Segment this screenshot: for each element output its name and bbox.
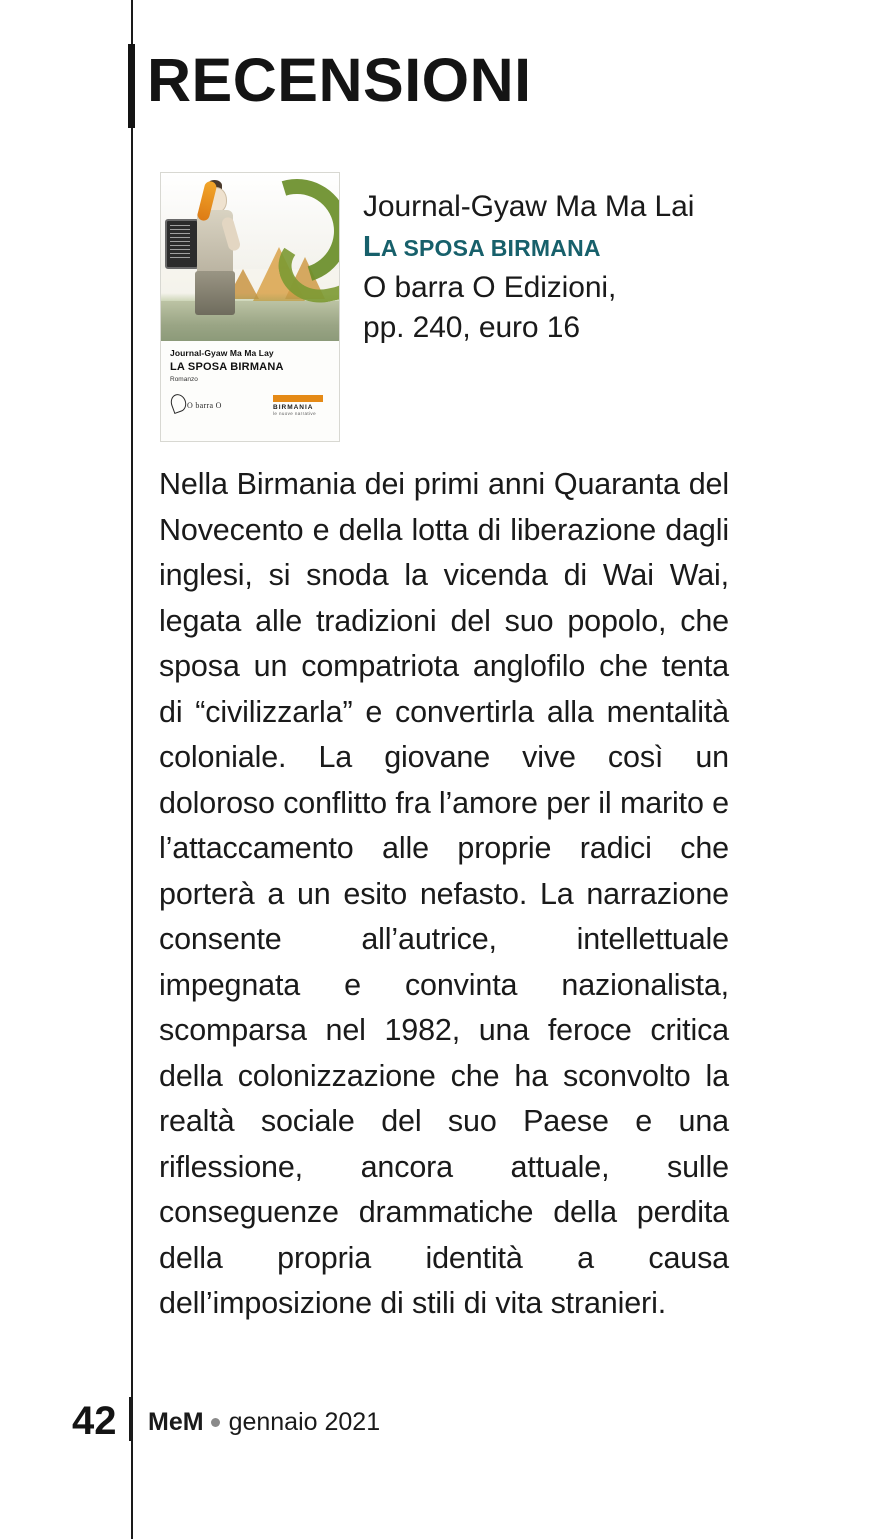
- woman-figure: [189, 187, 243, 315]
- cover-genre-text: Romanzo: [170, 376, 198, 383]
- book-title: [363, 227, 729, 268]
- page-title: RECENSIONI: [147, 46, 532, 114]
- book-header: [159, 172, 729, 444]
- book-metadata: [363, 187, 729, 348]
- issue-date: gennaio 2021: [228, 1408, 381, 1436]
- page-number: 42: [72, 1399, 117, 1443]
- cover-series-badge: [273, 395, 325, 416]
- cover-author-text: Journal-Gyaw Ma Ma Lay: [170, 348, 274, 358]
- book-details: pp. 240, euro 16: [363, 311, 580, 344]
- page-footer: [72, 1399, 692, 1443]
- series-subtitle: le nuove narrative: [273, 411, 316, 416]
- cover-title-text: LA SPOSA BIRMANA: [170, 361, 284, 373]
- cover-artwork: [161, 173, 339, 341]
- section-title-rule: [128, 44, 135, 128]
- book-title-rest: A SPOSA BIRMANA: [380, 235, 601, 261]
- review-body-text: Nella Birmania dei primi anni Quaranta del Novecento e della lotta di liberazione dagli inglesi, si snoda la vicenda di Wai Wai, legata alle tradizioni del suo popolo, che sposa un compatriota anglofilo che tenta di “civilizzarla” e convertirla alla mentalità coloniale. La giovane vive così un doloroso conflitto fra l’amore per il marito e l’attaccamento alle proprie radici che porterà a un esito nefasto. La narrazione consente all’autrice, intellettuale impegnata e convinta nazionalista, scomparsa nel 1982, una feroce critica della colonizzazione che ha sconvolto la realtà sociale del suo Paese e una riflessione, ancora attuale, sulle conseguenze drammatiche della perdita della propria identità a causa dell’imposizione di stili di vita stranieri.: [159, 467, 729, 1320]
- series-color-bar: [273, 395, 323, 402]
- footer-divider: [129, 1397, 131, 1441]
- page-content: [147, 0, 729, 1539]
- book-cover-image: [160, 172, 340, 442]
- magazine-name: MeM: [148, 1408, 204, 1436]
- series-name: BIRMANIA: [273, 404, 314, 411]
- book-title-initial: L: [363, 231, 381, 263]
- cover-water: [161, 301, 339, 341]
- bullet-icon: [211, 1418, 220, 1427]
- page-vertical-rule: [131, 0, 133, 1539]
- footer-caption: [148, 1408, 380, 1437]
- figure-skirt: [195, 271, 235, 315]
- book-publisher: O barra O Edizioni,: [363, 271, 617, 304]
- book-author: Journal-Gyaw Ma Ma Lai: [363, 190, 695, 223]
- publisher-logo: O barra O: [187, 401, 222, 410]
